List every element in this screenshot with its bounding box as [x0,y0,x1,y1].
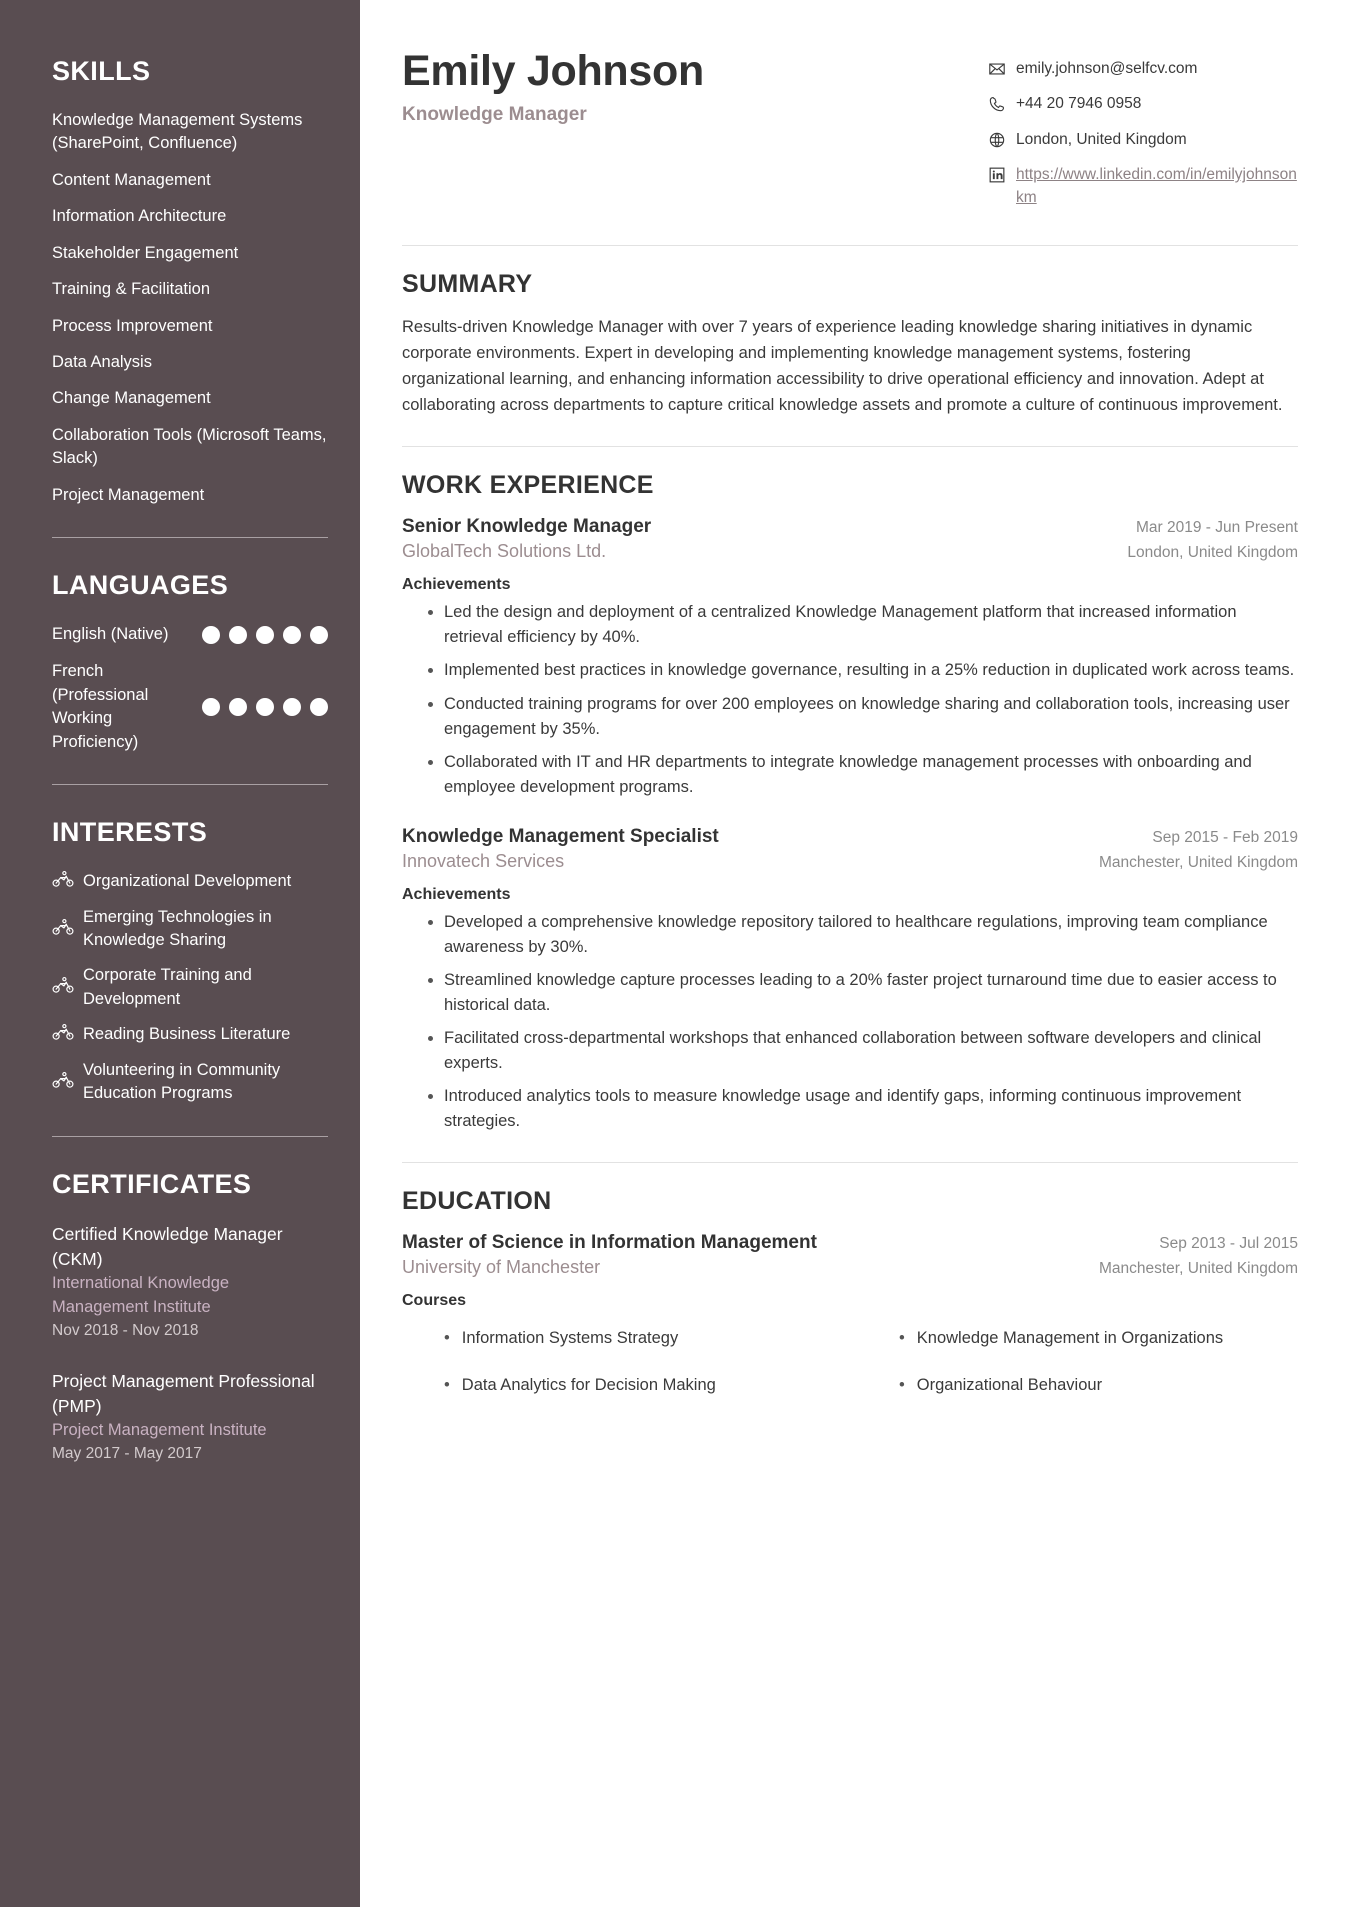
achievement-item: • Introduced analytics tools to measure knowledge usage and identify gaps, informing continuous improvement strategies. [444,1084,1298,1134]
skill-item: Change Management [52,389,211,408]
level-dot [310,626,328,644]
certificate-date: Nov 2018 - Nov 2018 [52,1322,199,1340]
achievement-item: • Collaborated with IT and HR departments to integrate knowledge management processes with onboarding and employee development programs. [444,750,1298,800]
job-role: Knowledge Manager [402,104,587,126]
languages-heading: LANGUAGES [52,570,229,601]
entry-subheader [402,851,1298,872]
entry-location: Manchester, United Kingdom [1098,1260,1298,1278]
course-label: Data Analytics for Decision Making [461,1376,716,1395]
contact-list [988,48,1298,217]
skill-item: Information Architecture [52,207,227,226]
entry-organization: Innovatech Services [402,850,565,871]
language-row [52,623,328,646]
level-dot [256,698,274,716]
contact-text: +44 20 7946 0958 [1016,95,1142,113]
bullet-marker: • [444,1329,450,1348]
education-heading: EDUCATION [402,1187,552,1216]
entry-header [402,826,1298,848]
entry-subheader [402,541,1298,562]
phone-icon [988,93,1006,120]
summary-section [402,270,1298,418]
certificates-list [52,1222,328,1466]
entry-dates: Mar 2019 - Jun Present [1136,519,1298,537]
bullet-marker: • [899,1376,905,1395]
skills-section [52,56,328,507]
language-name: English (Native) [52,625,169,644]
certificate-issuer: Project Management Institute [52,1421,267,1440]
course-label: Information Systems Strategy [461,1329,679,1348]
course-label: Organizational Behaviour [916,1376,1103,1395]
achievements-list [402,910,1298,1135]
course-item [857,1363,1298,1408]
globe-icon [988,129,1006,156]
interest-item [52,870,328,893]
interest-item [52,964,328,1011]
interest-item [52,906,328,953]
work-experience-section [402,471,1298,1134]
entry-title: Senior Knowledge Manager [402,516,652,538]
skills-list [52,109,328,507]
entry-organization: GlobalTech Solutions Ltd. [402,541,607,562]
languages-list [52,623,328,754]
entry-header [402,516,1298,538]
bullet-marker: • [899,1329,905,1348]
level-dot [283,698,301,716]
achievement-item: • Facilitated cross-departmental workshops that enhanced collaboration between software developers and clinical experts. [444,1026,1298,1076]
contact-link[interactable]: https://www.linkedin.com/in/emilyjohnsonkm [1016,166,1297,206]
achievements-label: Achievements [402,885,511,903]
level-dot [256,626,274,644]
skill-item: Stakeholder Engagement [52,243,239,262]
certificates-heading: CERTIFICATES [52,1168,252,1199]
entry-dates: Sep 2015 - Feb 2019 [1152,828,1298,846]
divider [52,1136,328,1137]
divider [402,446,1298,447]
course-label: Knowledge Management in Organizations [916,1329,1224,1348]
contact-text: London, United Kingdom [1016,130,1187,148]
education-section [402,1187,1298,1408]
language-level-dots [202,626,328,644]
achievement-item: • Implemented best practices in knowledge governance, resulting in a 25% reduction in duplicated work across teams. [444,658,1298,683]
skill-item: Training & Facilitation [52,280,211,299]
work-entries [402,516,1298,1134]
summary-text: Results-driven Knowledge Manager with over 7 years of experience leading knowledge sharing initiatives in dynamic corporate environments. Expert in developing and implementing knowledge management systems, fostering organizational learning, and enhancing information accessibility to drive operational efficiency and innovation. Adept at collaborating across departments to capture critical knowledge assets and promote a culture of continuous improvement. [402,318,1283,414]
contact-row [988,129,1298,156]
course-item [857,1316,1298,1361]
interest-label: Organizational Development [83,872,292,891]
achievements-label: Achievements [402,576,511,594]
language-level-dots [202,698,328,716]
bicycle-icon [52,976,74,999]
bullet-marker: • [444,1376,450,1395]
interest-item [52,1059,328,1106]
summary-heading: SUMMARY [402,270,533,299]
entry-header [402,1232,1298,1254]
sidebar [0,0,360,1907]
courses-label: Courses [402,1292,467,1310]
bicycle-icon [52,1023,74,1046]
divider [52,784,328,785]
entry-location: Manchester, United Kingdom [1098,853,1298,871]
work-entry [402,516,1298,800]
interest-label: Reading Business Literature [83,1025,291,1044]
language-row [52,660,328,754]
entry-title: Knowledge Management Specialist [402,825,719,847]
envelope-icon [988,58,1006,85]
entry-organization: University of Manchester [402,1257,601,1278]
contact-row [988,58,1298,85]
interests-section [52,817,328,1105]
interests-list [52,870,328,1105]
entry-subheader [402,1257,1298,1278]
skill-item: Data Analysis [52,352,152,371]
certificate-date: May 2017 - May 2017 [52,1445,202,1463]
bicycle-icon [52,918,74,941]
bicycle-icon [52,870,74,893]
bicycle-icon [52,1071,74,1094]
entry-dates: Sep 2013 - Jul 2015 [1159,1235,1298,1253]
interest-label: Emerging Technologies in Knowledge Sharing [83,907,272,950]
education-entry [402,1232,1298,1408]
languages-section [52,570,328,754]
contact-row [988,93,1298,120]
achievements-list [402,600,1298,800]
page-title: Emily Johnson [402,47,704,95]
level-dot [202,698,220,716]
entry-location: London, United Kingdom [1127,544,1298,562]
divider [402,1162,1298,1163]
level-dot [202,626,220,644]
language-name: French (Professional Working Proficiency) [52,662,149,751]
achievement-item: • Developed a comprehensive knowledge repository tailored to healthcare regulations, improving team compliance awareness by 30%. [444,910,1298,960]
interests-heading: INTERESTS [52,817,208,848]
header [402,48,1298,217]
level-dot [229,698,247,716]
interest-label: Volunteering in Community Education Programs [83,1060,281,1103]
level-dot [229,626,247,644]
skill-item: Process Improvement [52,316,213,335]
interest-item [52,1023,328,1046]
level-dot [310,698,328,716]
level-dot [283,626,301,644]
entry-title: Master of Science in Information Management [402,1232,817,1254]
achievement-item: • Conducted training programs for over 200 employees on knowledge sharing and collaboration tools, increasing user engagement by 35%. [444,692,1298,742]
certificate-name: Certified Knowledge Manager (CKM) [52,1223,283,1269]
education-entries [402,1232,1298,1408]
identity-block [402,48,704,126]
skill-item: Content Management [52,170,211,189]
linkedin-icon [988,164,1006,191]
course-item [402,1316,843,1361]
achievement-item: • Streamlined knowledge capture processes leading to a 20% faster project turnaround time due to easier access to historical data. [444,968,1298,1018]
skill-item: Collaboration Tools (Microsoft Teams, Slack) [52,425,327,468]
achievement-item: • Led the design and deployment of a centralized Knowledge Management platform that increased information retrieval efficiency by 40%. [444,600,1298,650]
work-entry [402,826,1298,1135]
course-item [402,1363,843,1408]
interest-label: Corporate Training and Development [83,966,252,1008]
certificates-section [52,1169,328,1466]
contact-text: emily.johnson@selfcv.com [1016,60,1198,77]
work-heading: WORK EXPERIENCE [402,471,654,500]
courses-list [402,1316,1298,1408]
divider [52,537,328,538]
certificate-issuer: International Knowledge Management Institute [52,1274,230,1317]
certificate-item [52,1222,328,1343]
certificate-item [52,1369,328,1466]
divider [402,245,1298,246]
skills-heading: SKILLS [52,56,151,86]
certificate-name: Project Management Professional (PMP) [52,1370,315,1416]
contact-row [988,164,1298,209]
skill-item: Project Management [52,485,205,504]
main-content [360,0,1350,1907]
skill-item: Knowledge Management Systems (SharePoint, Confluence) [52,111,303,153]
